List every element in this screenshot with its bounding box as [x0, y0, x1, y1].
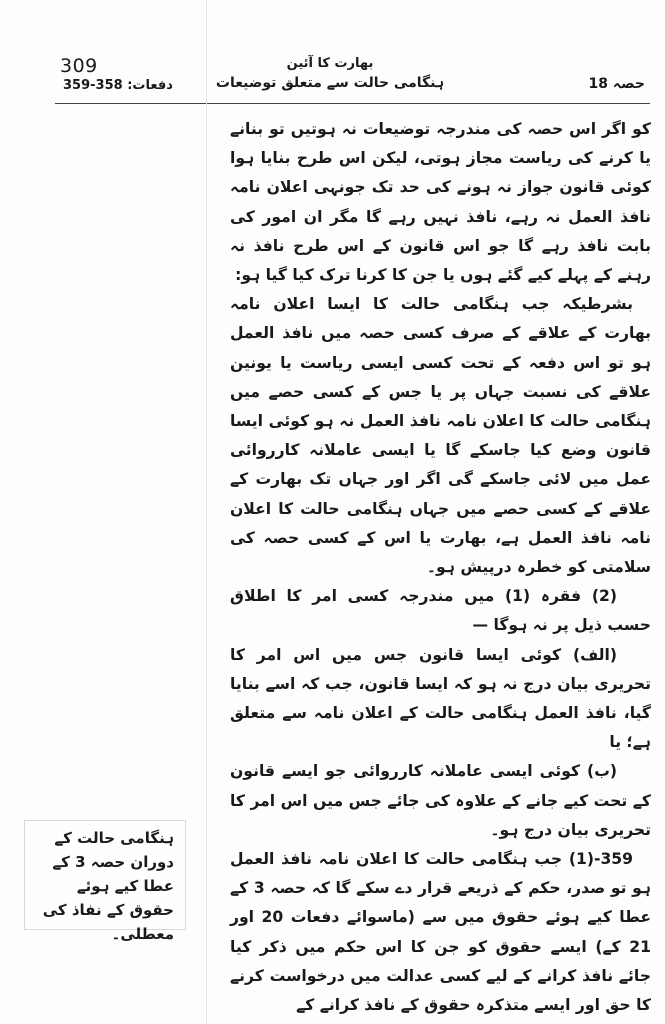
paragraph-continuation: کو اگر اس حصہ کی مندرجہ توضیعات نہ ہوتیں تو بنانے یا کرنے کی ریاست مجاز ہوتی، لیکن اس طرح بنایا ہوا کوئی قانون جواز نہ ہونے کی حد تک جونہی اعلان نامہ نافذ العمل نہ رہے، نافذ نہیں رہے گا مگر ان امور کی بابت نافذ رہے گا جو اس قانون کے اس طرح نافذ نہ رہنے کے پہلے کیے گئے ہوں یا جن کا کرنا ترک کیا گیا ہو:	[230, 120, 651, 285]
articles-label: دفعات: 358-359	[63, 78, 173, 93]
section-label: حصہ 18	[588, 76, 645, 92]
running-header	[200, 55, 460, 93]
header-divider	[55, 103, 650, 104]
side-note: ہنگامی حالت کے دوران حصہ 3 کے عطا کیے ہوئے حقوق کے نفاذ کی معطلی۔	[42, 829, 174, 943]
main-text	[230, 115, 651, 1020]
paragraph-subclause-b: (ب) کوئی ایسی عاملانہ کارروائی جو ایسے قانون کے تحت کیے جانے کے علاوہ کی جائے جس میں اس امر کا تحریری بیان درج ہو۔	[230, 762, 651, 839]
header-title: بھارت کا آئین	[286, 56, 374, 71]
page-number: 309	[60, 55, 98, 77]
header-subtitle: ہنگامی حالت سے متعلق توضیعات	[215, 75, 445, 91]
paragraph-subclause-a: (الف) کوئی ایسا قانون جس میں اس امر کا تحریری بیان درج نہ ہو کہ ایسا قانون، جب کہ اسے بنایا گیا، نافذ العمل ہنگامی حالت کے اعلان نامہ سے متعلق ہے؛ یا	[230, 645, 651, 752]
paragraph-article-359: 359-(1) جب ہنگامی حالت کا اعلان نامہ نافذ العمل ہو تو صدر، حکم کے ذریعے قرار دے سکے گا کہ حصہ 3 کے عطا کیے ہوئے حقوق میں سے (ماسوائے دفعات 20 اور 21 کے) ایسے حقوق کو جن کا اس حکم میں ذکر کیا جائے نافذ کرانے کے لیے کسی عدالت میں درخواست کرنے کا حق اور ایسے متذکرہ حقوق کے نافذ کرانے کے	[230, 850, 652, 1015]
paragraph-clause-2: (2) فقرہ (1) میں مندرجہ کسی امر کا اطلاق حسب ذیل پر نہ ہوگا —	[230, 587, 651, 635]
paragraph-proviso: بشرطیکہ جب ہنگامی حالت کا ایسا اعلان نامہ بھارت کے علاقے کے صرف کسی حصہ میں نافذ العمل ہو تو اس دفعہ کے تحت کسی ایسی ریاست یا یونین علاقے کی نسبت جہاں پر یا جس کے کسی حصے میں ہنگامی حالت کا اعلان نامہ نافذ العمل نہ ہو کوئی ایسا قانون وضع کیا جاسکے گا یا ایسی عاملانہ کارروائی عمل میں لائی جاسکے گی اگر اور جہاں تک بھارت کے علاقے کے کسی حصے میں جہاں ہنگامی حالت کا اعلان نامہ نافذ العمل ہے، بھارت یا اس کے کسی حصہ کی سلامتی کو خطرہ درپیش ہو۔	[230, 295, 651, 577]
margin-guide	[206, 0, 207, 1024]
